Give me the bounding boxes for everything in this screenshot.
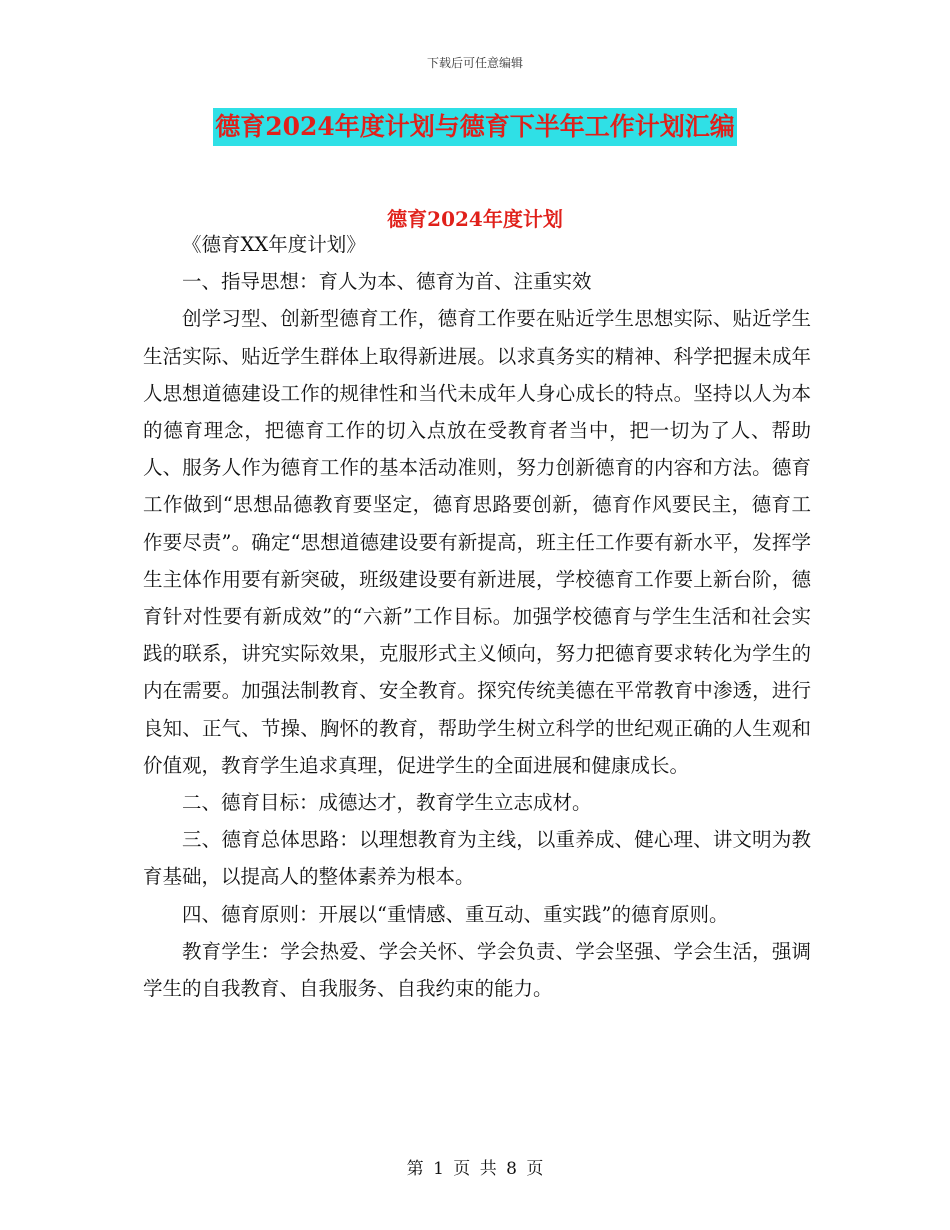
- paragraph: 二、德育目标：成德达才，教育学生立志成材。: [182, 791, 592, 815]
- paragraph: 教育学生：学会热爱、学会关怀、学会负责、学会坚强、学会生活，强调学生的自我教育、自我服务、自我约束的能力。: [143, 939, 811, 1001]
- paragraph: 《德育XX年度计划》: [182, 233, 366, 256]
- paragraph: 四、德育原则：开展以“重情感、重互动、重实践”的德育原则。: [182, 902, 729, 926]
- main-title: 德育2024年度计划与德育下半年工作计划汇编: [213, 108, 737, 146]
- section-title: 德育2024年度计划: [387, 207, 563, 231]
- paragraph: 一、指导思想：育人为本、德育为首、注重实效: [182, 270, 592, 294]
- main-title-wrap: [0, 108, 950, 146]
- body-text: [143, 226, 811, 1007]
- paragraph: 创学习型、创新型德育工作，德育工作要在贴近学生思想实际、贴近学生生活实际、贴近学生群体上取得新进展。以求真务实的精神、科学把握未成年人思想道德建设工作的规律性和当代未成年人身心成长的特点。坚持以人为本的德育理念，把德育工作的切入点放在受教育者当中，把一切为了人、帮助人、服务人作为德育工作的基本活动准则，努力创新德育的内容和方法。德育工作做到“思想品德教育要坚定，德育思路要创新，德育作风要民主，德育工作要尽责”。确定“思想道德建设要有新提高，班主任工作要有新水平，发挥学生主体作用要有新突破，班级建设要有新进展，学校德育工作要上新台阶，德育针对性要有新成效”的“六新”工作目标。加强学校德育与学生生活和社会实践的联系，讲究实际效果，克服形式主义倾向，努力把德育要求转化为学生的内在需要。加强法制教育、安全教育。探究传统美德在平常教育中渗透，进行良知、正气、节操、胸怀的教育，帮助学生树立科学的世纪观正确的人生观和价值观，教育学生追求真理，促进学生的全面进展和健康成长。: [143, 307, 811, 777]
- page-number: 第 1 页 共 8 页: [406, 1159, 544, 1179]
- header-note: 下载后可任意编辑: [426, 56, 523, 70]
- paragraph: 三、德育总体思路：以理想教育为主线，以重养成、健心理、讲文明为教育基础，以提高人的整体素养为根本。: [143, 828, 811, 889]
